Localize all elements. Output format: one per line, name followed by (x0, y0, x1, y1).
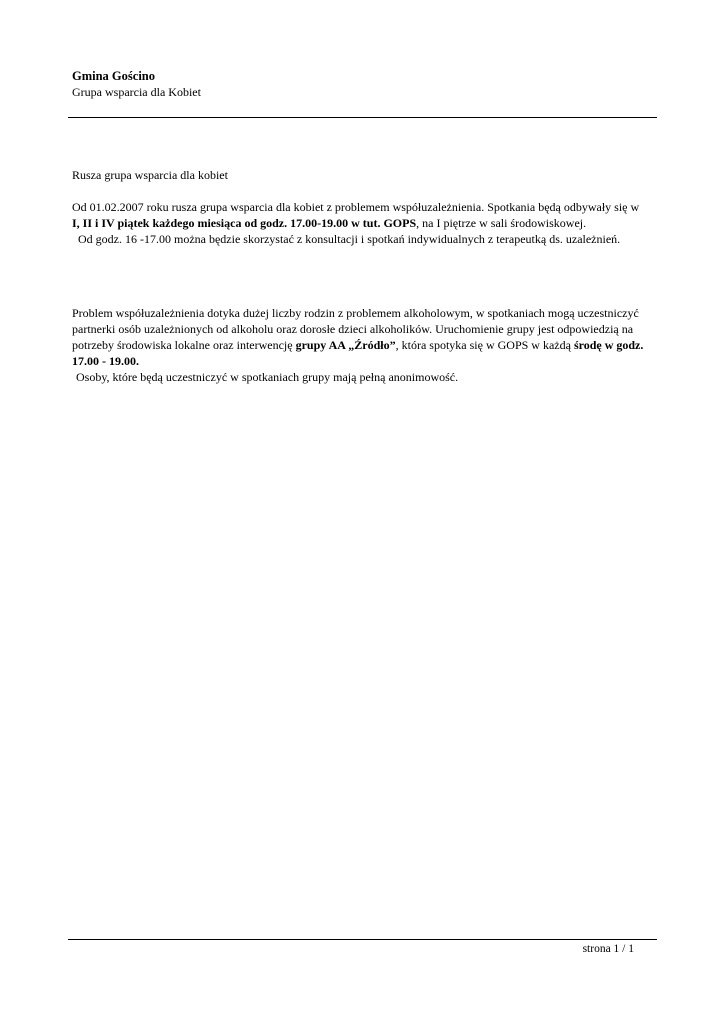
meeting-location: , na I piętrze w sali środowiskowej. (416, 216, 587, 230)
paragraph-1-line-2 (72, 215, 586, 232)
paragraph-2-line-4 (72, 353, 139, 370)
paragraph-1-line-3: Od godz. 16 -17.00 można będzie skorzystać z konsultacji i spotkań indywidualnych z terapeutką ds. uzależnień. (78, 232, 621, 246)
paragraph-2-line-2: partnerki osób uzależnionych od alkoholu oraz dorosłe dzieci alkoholików. Uruchomienie grupy jest odpowiedzią na (72, 322, 634, 336)
paragraph-1-line-1: Od 01.02.2007 roku rusza grupa wsparcia dla kobiet z problemem współuzależnienia. Spotkania będą odbywały się w (72, 200, 640, 214)
page-title: Gmina Gościno (72, 69, 155, 83)
page-number: strona 1 / 1 (582, 943, 634, 955)
paragraph-2-line-5: Osoby, które będą uczestniczyć w spotkaniach grupy mają pełną anonimowość. (76, 370, 459, 384)
aa-group-name: grupy AA „Źródło” (295, 338, 396, 352)
aa-meeting-hours: 17.00 - 19.00. (72, 354, 139, 368)
meeting-schedule: I, II i IV piątek każdego miesiąca od godz. 17.00-19.00 w tut. GOPS (72, 216, 417, 230)
paragraph-2-text: , która spotyka się w GOPS w każdą (395, 338, 574, 352)
page-subtitle: Grupa wsparcia dla Kobiet (72, 85, 201, 99)
paragraph-2-line-1: Problem współuzależnienia dotyka dużej liczby rodzin z problemem alkoholowym, w spotkaniach mogą uczestniczyć (72, 306, 639, 320)
aa-meeting-day: środę w godz. (573, 338, 644, 352)
footer-divider (68, 939, 657, 940)
header-divider (68, 117, 657, 118)
article-title: Rusza grupa wsparcia dla kobiet (72, 168, 228, 182)
paragraph-2-text: potrzeby środowiska lokalne oraz interwencję (72, 338, 296, 352)
paragraph-2-line-3 (72, 337, 643, 354)
